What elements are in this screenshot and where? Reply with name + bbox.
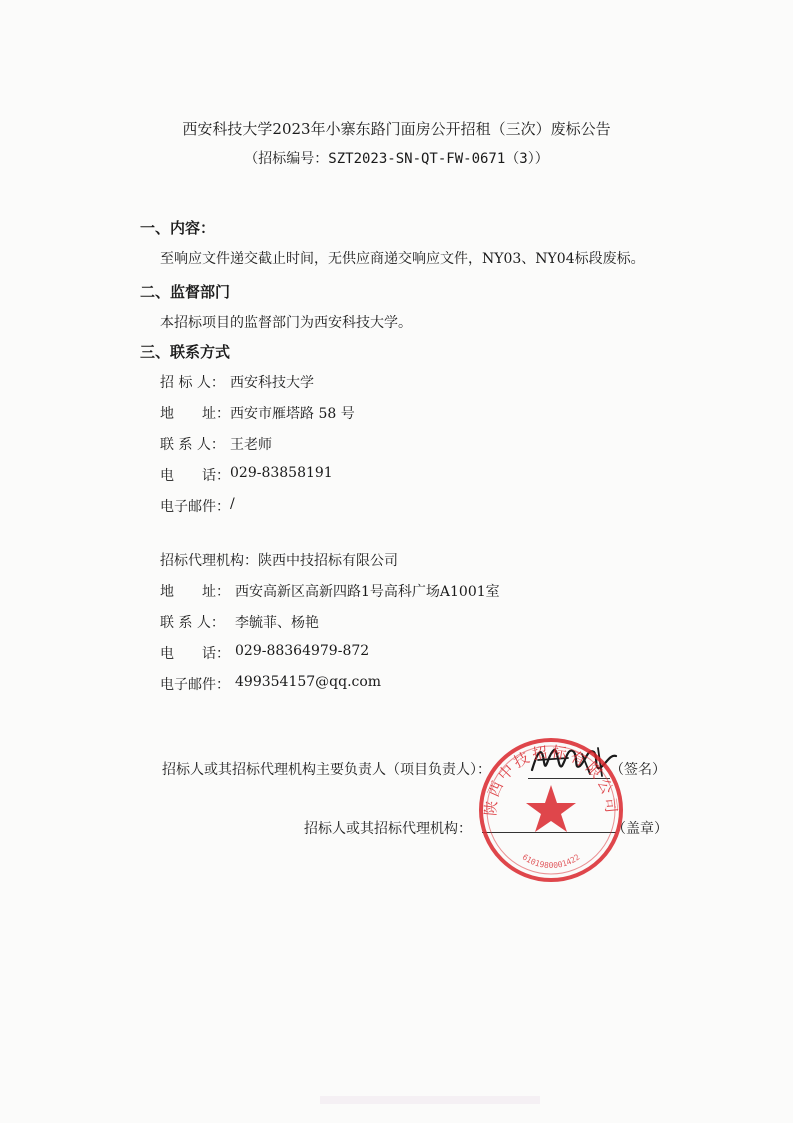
agency-contact: 李毓菲、杨艳 (235, 615, 319, 631)
section-text-supervision: 本招标项目的监督部门为西安科技大学。 (160, 315, 412, 331)
tenderer-phone-label: 电 话： (160, 468, 230, 484)
tenderer-email: / (230, 496, 235, 512)
agency-email-label: 电子邮件： (160, 677, 230, 693)
agency-email: 499354157@qq.com (235, 674, 382, 690)
section-heading-contact: 三、联系方式 (140, 343, 231, 361)
section-text-content: 至响应文件递交截止时间，无供应商递交响应文件，NY03、NY04标段废标。 (160, 251, 645, 267)
agency-contact-label: 联 系 人： (160, 615, 225, 631)
stamp-line-suffix: （盖章） (612, 821, 668, 837)
svg-text:6101980001422: 6101980001422 (520, 852, 582, 871)
agency-name-label: 招标代理机构： (160, 553, 258, 569)
tenderer-address: 西安市雁塔路 58 号 (230, 406, 355, 422)
section-heading-content: 一、内容： (140, 219, 216, 237)
tenderer-email-label: 电子邮件： (160, 499, 230, 515)
agency-name: 陕西中技招标有限公司 (258, 553, 398, 569)
document-title: 西安科技大学2023年小寨东路门面房公开招租（三次）废标公告 (182, 120, 611, 138)
agency-address-label: 地 址： (160, 584, 230, 600)
tenderer-contact: 王老师 (230, 437, 272, 453)
company-seal-stamp (476, 735, 626, 885)
signature-line-suffix: （签名） (610, 762, 666, 778)
agency-phone: 029-88364979-872 (235, 643, 370, 659)
tenderer-address-label: 地 址： (160, 406, 230, 422)
section-heading-supervision: 二、监督部门 (140, 283, 231, 301)
tenderer-phone: 029-83858191 (230, 465, 333, 481)
stamp-line-prefix: 招标人或其招标代理机构： (304, 821, 472, 837)
tenderer-name: 西安科技大学 (230, 375, 314, 391)
tenderer-name-label: 招 标 人： (160, 375, 225, 391)
agency-phone-label: 电 话： (160, 646, 230, 662)
document-subtitle: （招标编号：SZT2023-SN-QT-FW-0671（3）） (244, 151, 549, 167)
tenderer-contact-label: 联 系 人： (160, 437, 225, 453)
svg-text:陕西中技招标有限公司: 陕西中技招标有限公司 (481, 742, 621, 817)
agency-address: 西安高新区高新四路1号高科广场A1001室 (235, 584, 500, 600)
scan-artifact (320, 1096, 540, 1104)
signature-line-prefix: 招标人或其招标代理机构主要负责人（项目负责人）： (162, 762, 491, 778)
